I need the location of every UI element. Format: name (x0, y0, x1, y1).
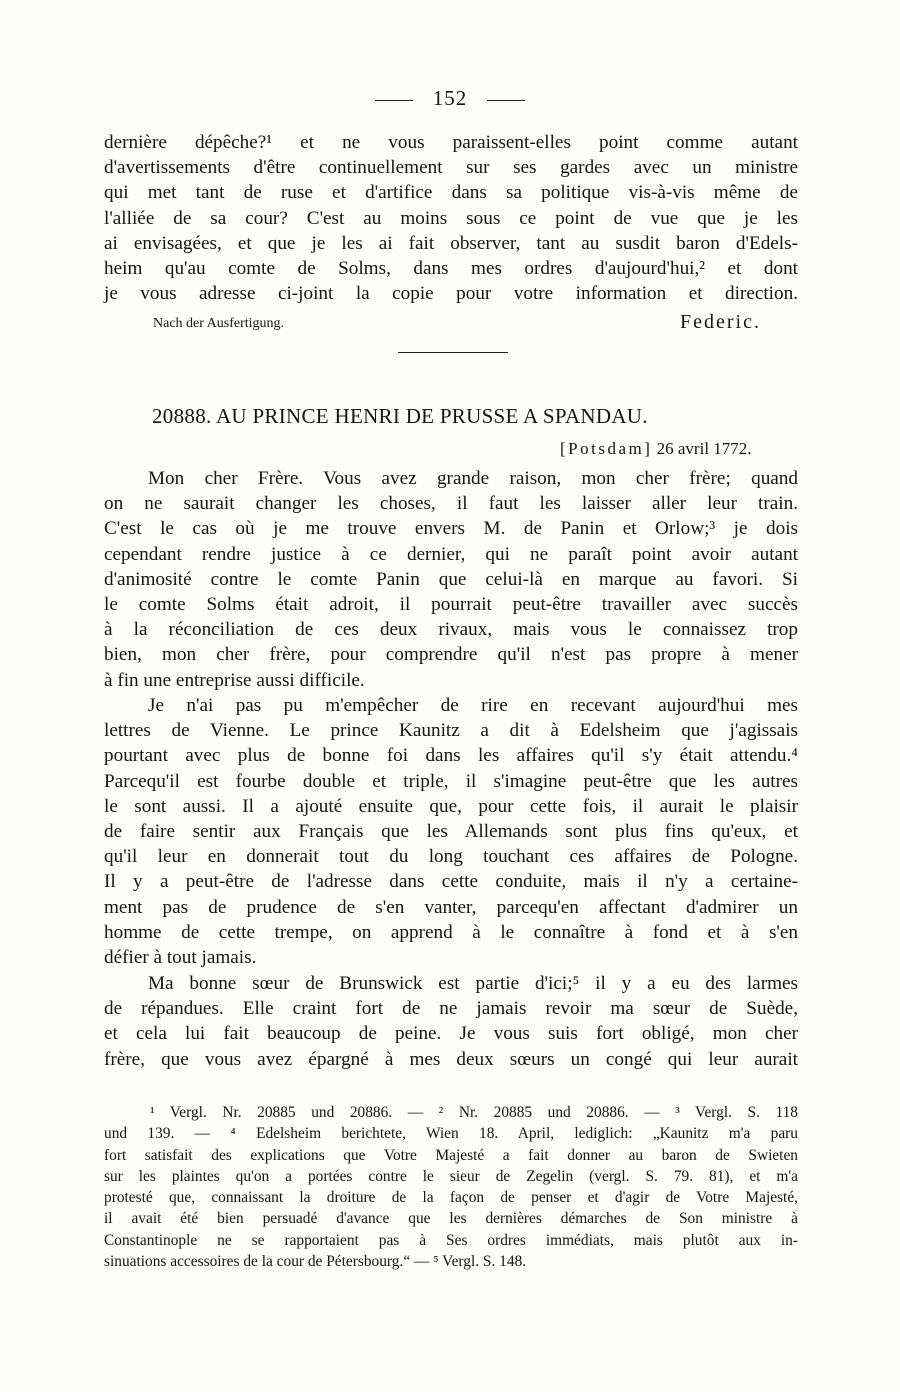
text-line: et cela lui fait beaucoup de peine. Je vous suis fort obligé, mon cher (104, 1023, 798, 1045)
text-line: défier à tout jamais. (104, 946, 257, 968)
left-dash (375, 100, 413, 101)
letter-place: [Potsdam] (560, 439, 653, 458)
letter-heading (152, 404, 752, 429)
letter-title: AU PRINCE HENRI DE PRUSSE A SPANDAU. (215, 404, 648, 428)
footnotes (104, 1102, 798, 1272)
text-line: ment pas de prudence de s'en vanter, parcequ'en affectant d'admirer un (104, 896, 798, 918)
footnote-line: Constantinople ne se rapportaient pas à Ses ordres immédiats, mais plutôt aux in- (104, 1231, 798, 1249)
signature: Federic. (680, 311, 761, 333)
page-number-header (0, 86, 900, 111)
text-line: l'alliée de sa cour? C'est au moins sous ce point de vue que je les (104, 207, 798, 229)
footnote-line: ¹ Vergl. Nr. 20885 und 20886. — ² Nr. 20885 und 20886. — ³ Vergl. S. 118 (150, 1104, 798, 1121)
text-line: à la réconciliation de ces deux rivaux, mais vous le connaissez trop (104, 619, 798, 641)
footnote-line: protesté que, connaissant la droiture de la façon de penser et d'agir de Votre Majesté, (104, 1189, 798, 1207)
text-line: d'animosité contre le comte Panin que celui-là en marque au favori. Si (104, 568, 798, 590)
text-line: cependant rendre justice à ce dernier, qui ne paraît point avoir autant (104, 543, 798, 565)
text-line: Il y a peut-être de l'adresse dans cette conduite, mais il n'y a certaine- (104, 871, 798, 893)
right-dash (487, 100, 525, 101)
text-line: d'avertissements d'être continuellement sur ses gardes avec un ministre (104, 157, 798, 179)
text-line: qu'il leur en donnerait tout du long touchant ces affaires de Pologne. (104, 846, 798, 868)
text-line: le comte Solms était adroit, il pourrait peut-être travailler avec succès (104, 593, 798, 615)
intro-paragraph (104, 130, 798, 306)
text-line: lettres de Vienne. Le prince Kaunitz a dit à Edelsheim que j'agissais (104, 720, 798, 742)
text-line: Mon cher Frère. Vous avez grande raison, mon cher frère; quand (148, 468, 798, 489)
text-line: je vous adresse ci-joint la copie pour votre information et direction. (104, 283, 798, 305)
text-line: dernière dépêche?¹ et ne vous paraissent-elles point comme autant (104, 132, 798, 153)
text-line: Ma bonne sœur de Brunswick est partie d'ici;⁵ il y a eu des larmes (148, 973, 798, 994)
footnote-line: sinuations accessoires de la cour de Pétersbourg.“ — ⁵ Vergl. S. 148. (104, 1253, 527, 1271)
letter-paragraph-1 (104, 466, 798, 693)
source-note: Nach der Ausfertigung. (153, 316, 285, 331)
text-line: Parcequ'il est fourbe double et triple, il s'imagine peut-être que les autres (104, 770, 798, 792)
letter-date: 26 avril 1772. (656, 439, 752, 458)
text-line: heim qu'au comte de Solms, dans mes ordres d'aujourd'hui,² et dont (104, 257, 798, 279)
footnote-line: fort satisfait des explications que Votre Majesté a fait donner au baron de Swieten (104, 1146, 798, 1164)
text-line: de faire sentir aux Français que les Allemands sont plus fins qu'eux, et (104, 820, 798, 842)
letter-paragraph-2 (104, 693, 798, 970)
page-number: 152 (432, 86, 468, 110)
text-line: à fin une entreprise aussi difficile. (104, 669, 365, 691)
letter-paragraph-3 (104, 971, 798, 1072)
text-line: qui met tant de ruse et d'artifice dans sa politique vis-à-vis même de (104, 182, 798, 204)
footnote-line: und 139. — ⁴ Edelsheim berichtete, Wien 18. April, lediglich: „Kaunitz m'a paru (104, 1125, 798, 1143)
text-line: homme de cette trempe, on apprend à le connaître à fond et à s'en (104, 921, 798, 943)
footnote-line: sur les plaintes qu'on a portées contre le sieur de Zegelin (vergl. S. 79. 81), et m'a (104, 1167, 798, 1185)
text-line: pourtant avec plus de bonne foi dans les affaires qu'il s'y était attendu.⁴ (104, 745, 798, 767)
text-line: bien, mon cher frère, pour comprendre qu'il n'est pas propre à mener (104, 644, 798, 666)
text-line: on ne saurait changer les choses, il faut les laisser aller leur train. (104, 493, 798, 515)
letter-number: 20888. (152, 404, 212, 428)
text-line: frère, que vous avez épargné à mes deux sœurs un congé qui leur aurait (104, 1048, 798, 1070)
section-divider (398, 352, 508, 353)
footnote-line: il avait été bien persuadé d'avance que les dernières démarches de Son ministre à (104, 1210, 798, 1228)
letter-dateline (560, 439, 752, 459)
text-line: le sont aussi. Il a ajouté ensuite que, pour cette fois, il aurait le plaisir (104, 795, 798, 817)
text-line: Je n'ai pas pu m'empêcher de rire en recevant aujourd'hui mes (148, 695, 798, 716)
text-line: C'est le cas où je me trouve envers M. de Panin et Orlow;³ je dois (104, 518, 798, 540)
text-line: ai envisagées, et que je les ai fait observer, tant au susdit baron d'Edels- (104, 232, 798, 254)
text-line: de répandues. Elle craint fort de ne jamais revoir ma sœur de Suède, (104, 998, 798, 1020)
